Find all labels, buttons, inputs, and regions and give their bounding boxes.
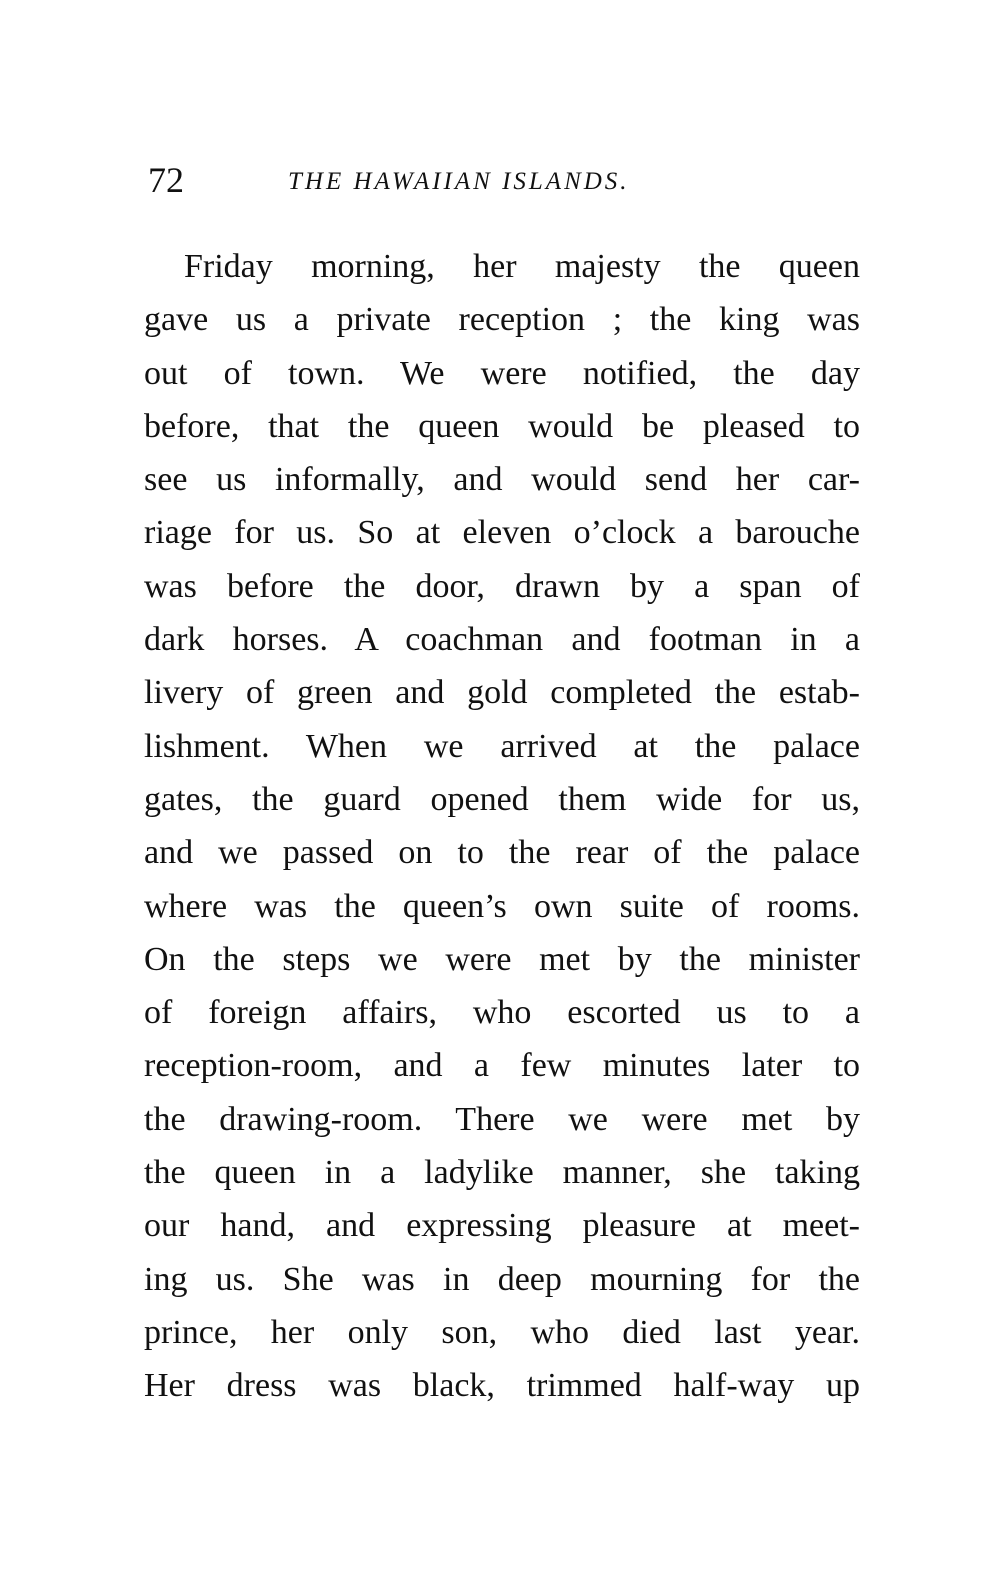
text-line: livery of green and gold completed the estab-	[144, 674, 860, 712]
text-line: and we passed on to the rear of the palace	[144, 834, 860, 872]
running-title: THE HAWAIIAN ISLANDS.	[288, 168, 630, 195]
text-line: Friday morning, her majesty the queen	[184, 248, 860, 285]
text-line: lishment. When we arrived at the palace	[144, 727, 860, 765]
running-head	[148, 158, 848, 208]
text-line: gates, the guard opened them wide for us,	[144, 780, 860, 818]
text-line: the queen in a ladylike manner, she taking	[144, 1154, 860, 1192]
text-line: where was the queen’s own suite of rooms.	[144, 887, 860, 925]
text-line: reception-room, and a few minutes later to	[144, 1047, 860, 1085]
text-line: Her dress was black, trimmed half-way up	[144, 1367, 860, 1405]
text-line: ing us. She was in deep mourning for the	[144, 1260, 860, 1298]
text-line: of foreign affairs, who escorted us to a	[144, 994, 860, 1032]
text-line: see us informally, and would send her car-	[144, 461, 860, 499]
text-line: the drawing-room. There we were met by	[144, 1100, 860, 1138]
body-text	[144, 240, 860, 1413]
text-line: our hand, and expressing pleasure at meet-	[144, 1207, 860, 1245]
page-number: 72	[148, 160, 184, 200]
text-line: On the steps we were met by the minister	[144, 940, 860, 978]
text-line: gave us a private reception ; the king was	[144, 301, 860, 339]
text-line: was before the door, drawn by a span of	[144, 567, 860, 605]
text-line: before, that the queen would be pleased to	[144, 407, 860, 445]
text-line: riage for us. So at eleven o’clock a barouche	[144, 514, 860, 552]
text-line: dark horses. A coachman and footman in a	[144, 621, 860, 659]
text-line: out of town. We were notified, the day	[144, 354, 860, 392]
text-line: prince, her only son, who died last year.	[144, 1313, 860, 1351]
